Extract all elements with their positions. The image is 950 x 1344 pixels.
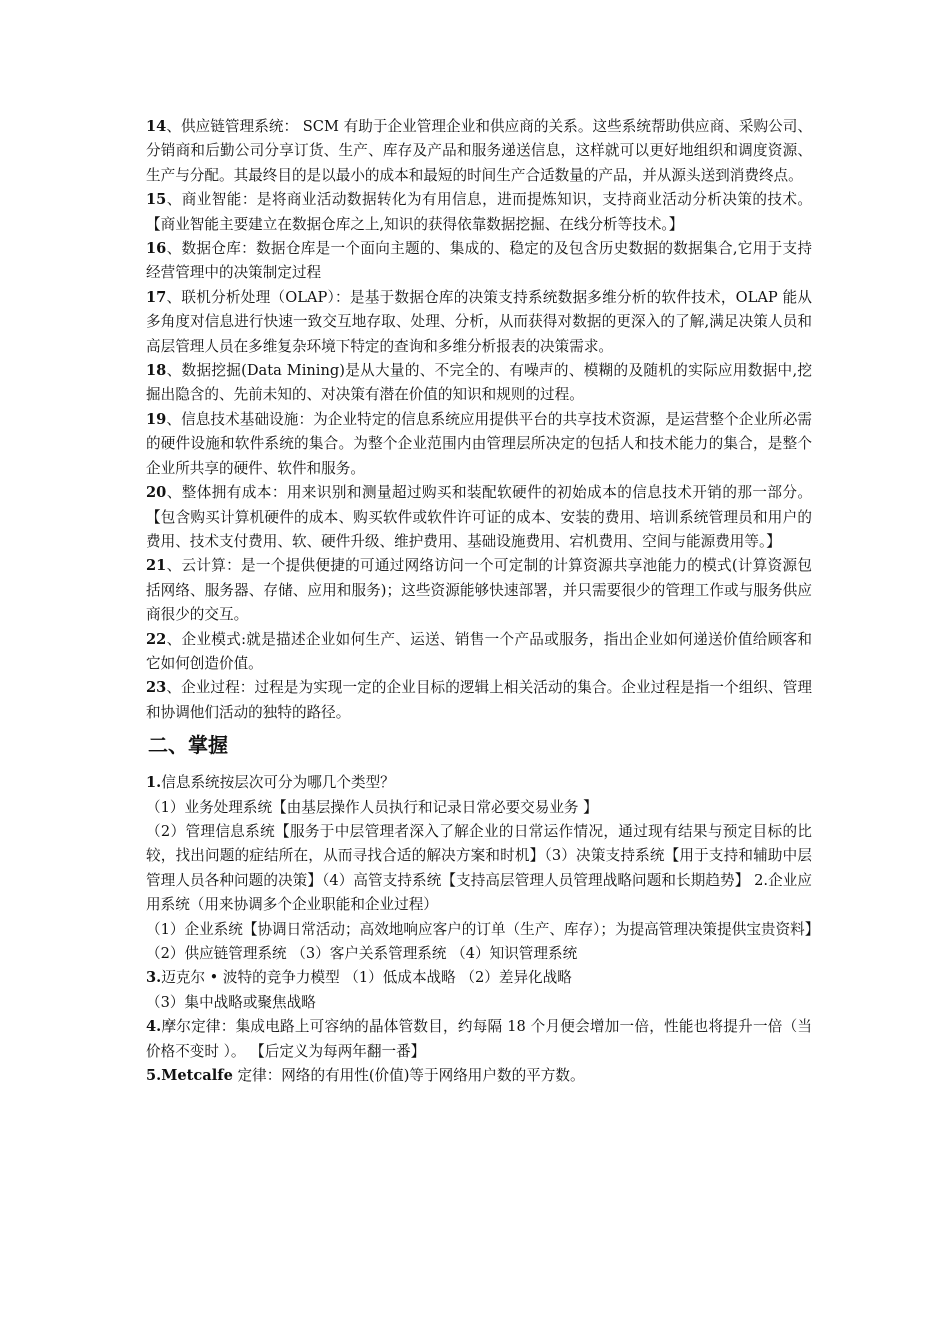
mastery-item [146,942,812,966]
mastery-item [146,1064,812,1088]
item-text: （3）集中战略或聚焦战略 [146,993,316,1011]
definition-17 [146,286,812,359]
definition-22 [146,628,812,677]
item-number: 14 [146,118,167,135]
definition-19 [146,408,812,481]
definition-18 [146,359,812,408]
item-text: 迈克尔 • 波特的竞争力模型 （1）低成本战略 （2）差异化战略 [161,969,572,987]
item-text: 摩尔定律：集成电路上可容纳的晶体管数目，约每隔 18 个月便会增加一倍，性能也将提升一倍（当价格不变时 ）。 【后定义为每两年翻一番】 [146,1018,812,1060]
item-text: 信息系统按层次可分为哪几个类型？ [161,774,395,792]
item-number: 18 [146,362,167,380]
item-number: 19 [146,410,167,428]
item-text: （2）管理信息系统【服务于中层管理者深入了解企业的日常运作情况，通过现有结果与预定目标的比较，找出问题的症结所在，从而寻找合适的解决方案和时机】（3）决策支持系统【用于支持和辅助中层管理人员各种问题的决策】（4）高管支持系统【支持高层管理人员管理战略问题和长期趋势】 2.企业应用系统（用来协调多个企业职能和企业过程） [146,822,812,914]
item-number: 5.Metcalfe [146,1067,233,1085]
item-text: 、企业模式:就是描述企业如何生产、运送、销售一个产品或服务，指出企业如何递送价值给顾客和它如何创造价值。 [146,630,812,672]
item-text: 、信息技术基础设施：为企业特定的信息系统应用提供平台的共享技术资源，是运营整个企业所必需的硬件设施和软件系统的集合。为整个企业范围内由管理层所决定的包括人和技术能力的集合，是整个企业所共享的硬件、软件和服务。 [146,410,812,477]
mastery-item [146,918,820,942]
item-text: 、供应链管理系统： SCM 有助于企业管理企业和供应商的关系。这些系统帮助供应商、采购公司、分销商和后勤公司分享订货、生产、库存及产品和服务递送信息，这样就可以更好地组织和调度资源、生产与分配。其最终目的是以最小的成本和最短的时间生产合适数量的产品，并从源头送到消费终点。 [146,118,812,184]
item-text: （2）供应链管理系统 （3）客户关系管理系统 （4）知识管理系统 [146,945,578,962]
definition-16 [146,237,812,286]
item-text: 、商业智能：是将商业活动数据转化为有用信息，进而提炼知识，支持商业活动分析决策的技术。【商业智能主要建立在数据仓库之上,知识的获得依靠数据挖掘、在线分析等技术。】 [146,191,812,233]
mastery-item [146,796,812,820]
item-number: 22 [146,630,167,648]
definition-21 [146,554,812,627]
item-text: 、整体拥有成本：用来识别和测量超过购买和装配软硬件的初始成本的信息技术开销的那一部分。【包含购买计算机硬件的成本、购买软件或软件许可证的成本、安装的费用、培训系统管理员和用户的费用、技术支付费用、软、硬件升级、维护费用、基础设施费用、宕机费用、空间与能源费用等。】 [146,484,812,550]
definition-14 [146,115,812,188]
item-number: 21 [146,557,167,575]
definition-20 [146,481,812,554]
mastery-item [146,771,812,795]
item-text: 、数据仓库：数据仓库是一个面向主题的、集成的、稳定的及包含历史数据的数据集合,它用于支持经营管理中的决策制定过程 [146,240,812,282]
mastery-item [146,966,812,990]
mastery-list [146,771,820,1088]
definition-23 [146,676,812,725]
section-heading: 二、掌握 [148,733,228,758]
mastery-item [146,991,812,1015]
item-text: 、数据挖掘(Data Mining)是从大量的、不完全的、有噪声的、模糊的及随机的实际应用数据中,挖掘出隐含的、先前未知的、对决策有潜在价值的知识和规则的过程。 [146,362,812,404]
item-number: 4. [146,1018,162,1036]
item-text: （1）业务处理系统【由基层操作人员执行和记录日常必要交易业务 】 [146,798,598,816]
item-text: 定律：网络的有用性(价值)等于网络用户数的平方数。 [232,1067,585,1085]
item-number: 17 [146,288,167,306]
mastery-item [146,820,812,918]
item-text: 、企业过程：过程是为实现一定的企业目标的逻辑上相关活动的集合。企业过程是指一个组织、管理和协调他们活动的独特的路径。 [146,679,812,721]
item-number: 3. [146,969,162,987]
definition-15 [146,188,812,237]
item-number: 23 [146,679,167,697]
item-number: 16 [146,240,167,258]
item-number: 1. [146,774,162,792]
definitions-list [146,115,812,725]
item-text: 、联机分析处理（OLAP）：是基于数据仓库的决策支持系统数据多维分析的软件技术，OLAP 能从多角度对信息进行快速一致交互地存取、处理、分析，从而获得对数据的更深入的了解,满足决策人员和高层管理人员在多维复杂环境下特定的查询和多维分析报表的决策需求。 [146,288,812,355]
document-page [146,115,820,1088]
mastery-item [146,1015,812,1064]
item-number: 15 [146,191,167,209]
item-number: 20 [146,484,167,502]
item-text: 、云计算：是一个提供便捷的可通过网络访问一个可定制的计算资源共享池能力的模式(计算资源包括网络、服务器、存储、应用和服务)；这些资源能够快速部署，并只需要很少的管理工作或与服务供应商很少的交互。 [146,557,812,624]
item-text: （1）企业系统【协调日常活动；高效地响应客户的订单（生产、库存）；为提高管理决策提供宝贵资料】 [146,920,820,938]
